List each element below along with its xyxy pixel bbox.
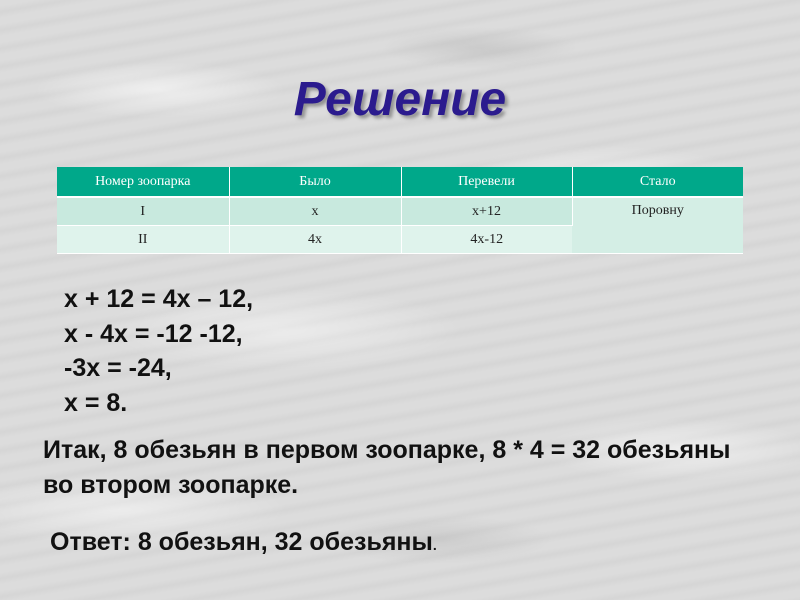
cell-zoo-1-number: I — [57, 197, 229, 226]
cell-zoo-2-transferred: 4x-12 — [401, 226, 572, 254]
header-transferred: Перевели — [401, 167, 572, 197]
header-was: Было — [229, 167, 401, 197]
conclusion-text: Итак, 8 обезьян в первом зоопарке, 8 * 4 = 32 обезьяны во втором зоопарке. — [43, 436, 731, 499]
cell-result-equal: Поровну — [572, 197, 743, 254]
answer-period: . — [432, 537, 437, 553]
table-header-row — [57, 167, 743, 197]
equations-block — [64, 282, 253, 420]
cell-zoo-1-transferred: x+12 — [401, 197, 572, 226]
answer-line — [50, 526, 437, 561]
header-zoo-number: Номер зоопарка — [57, 167, 229, 197]
slide-title: Решение — [293, 73, 507, 126]
equation-line: x - 4x = -12 -12, — [64, 319, 243, 348]
cell-zoo-2-number: II — [57, 226, 229, 254]
table-row — [57, 197, 743, 226]
header-became: Стало — [572, 167, 743, 197]
equation-line: -3x = -24, — [64, 354, 172, 382]
answer-text: Ответ: 8 обезьян, 32 обезьяны — [50, 528, 433, 556]
cell-zoo-1-was: x — [229, 197, 401, 226]
equation-line: x = 8. — [64, 388, 128, 417]
equation-line: x + 12 = 4x – 12, — [64, 285, 254, 313]
cell-zoo-2-was: 4x — [229, 226, 401, 254]
zoo-table — [57, 167, 743, 254]
